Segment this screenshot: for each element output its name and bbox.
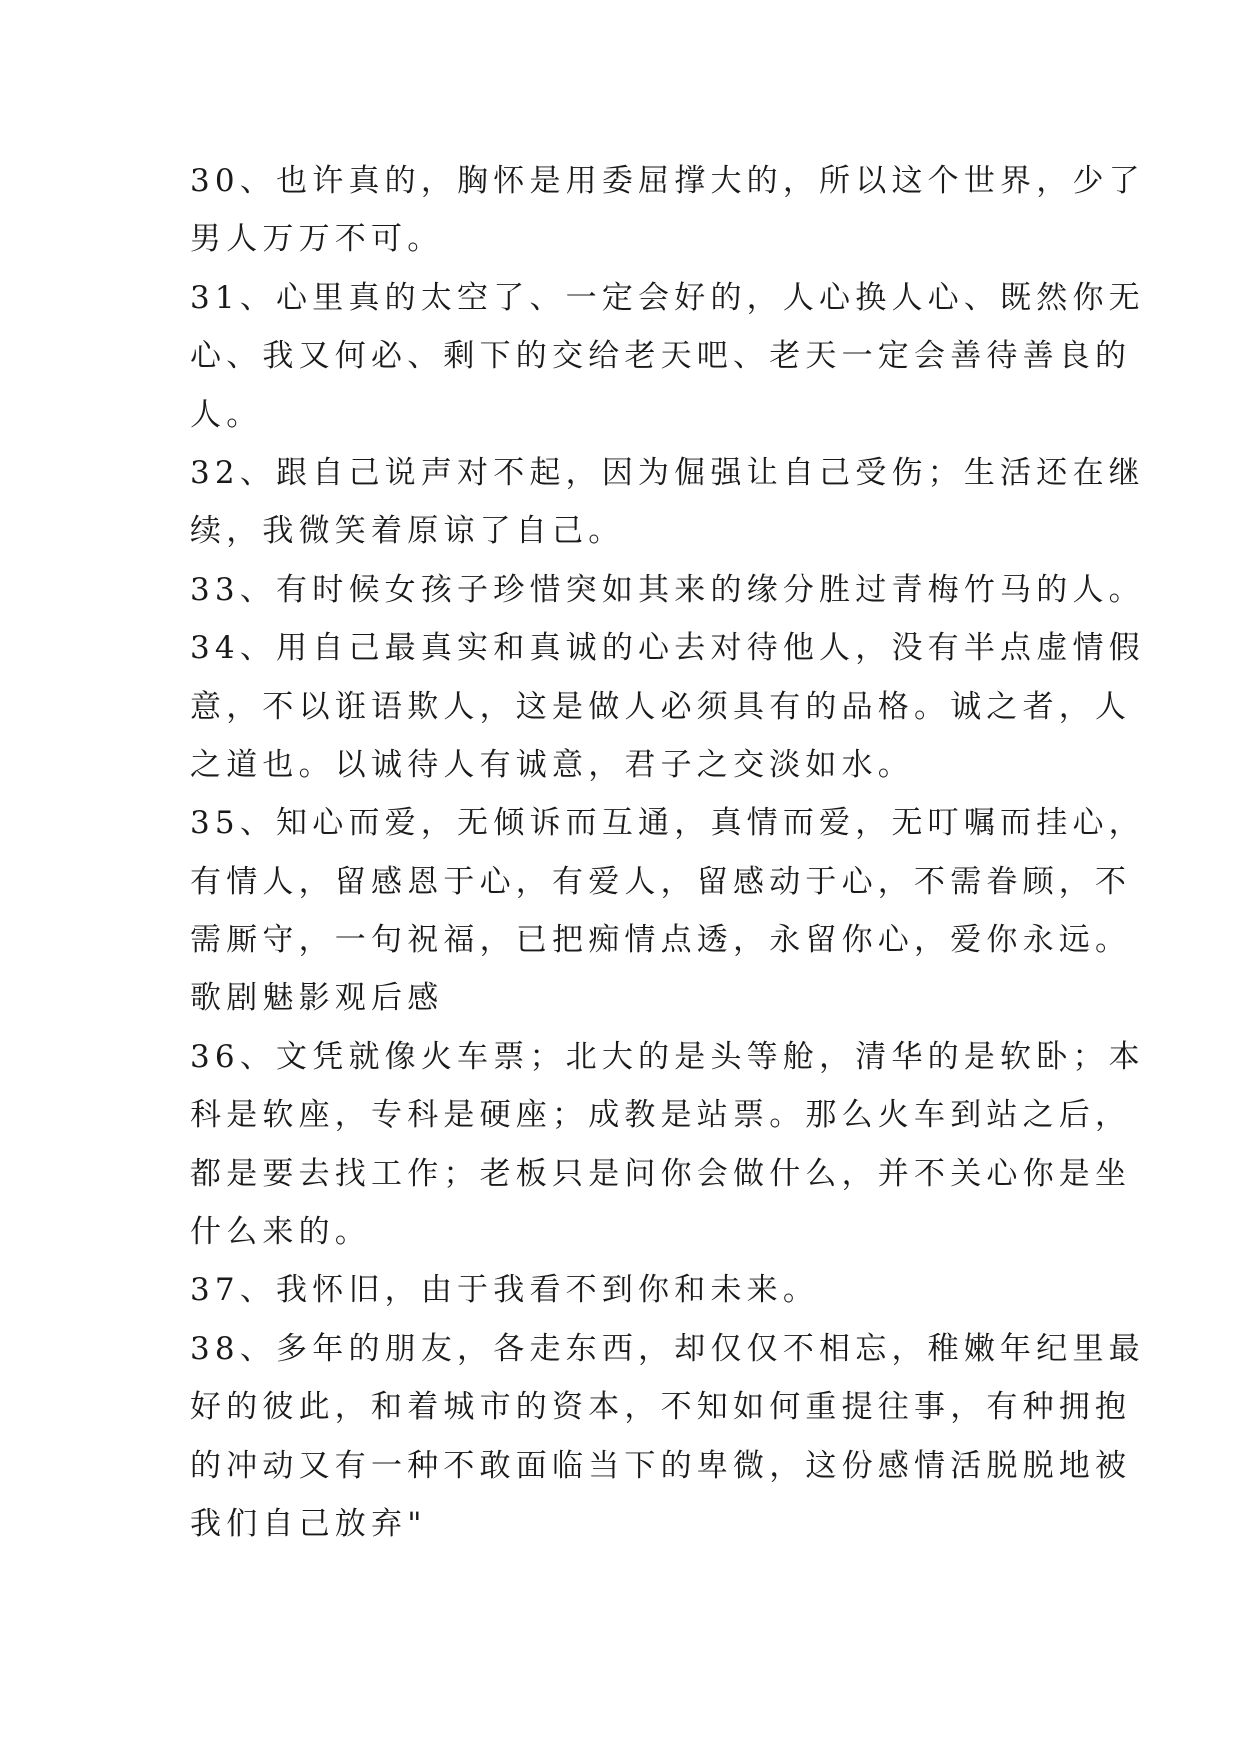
text-line: 的冲动又有一种不敢面临当下的卑微，这份感情活脱脱地被 [190, 1447, 1132, 1484]
text-line: 都是要去找工作；老板只是问你会做什么，并不关心你是坐 [190, 1155, 1132, 1192]
text-line: 34、用自己最真实和真诚的心去对待他人，没有半点虚情假 [190, 630, 1145, 667]
text-line: 心、我又何必、剩下的交给老天吧、老天一定会善待善良的 [190, 338, 1132, 375]
text-line: 38、多年的朋友，各走东西，却仅仅不相忘，稚嫩年纪里最 [190, 1330, 1145, 1367]
text-line: 31、心里真的太空了、一定会好的，人心换人心、既然你无 [190, 279, 1145, 316]
text-line: 36、文凭就像火车票；北大的是头等舱，清华的是软卧；本 [190, 1038, 1145, 1075]
text-line: 32、跟自己说声对不起，因为倔强让自己受伤；生活还在继 [190, 454, 1145, 491]
text-line: 男人万万不可。 [190, 221, 444, 258]
text-line: 有情人，留感恩于心，有爱人，留感动于心，不需眷顾，不 [190, 863, 1132, 900]
text-line: 续，我微笑着原谅了自己。 [190, 513, 625, 550]
text-line: 人。 [190, 396, 263, 433]
text-line: 37、我怀旧，由于我看不到你和未来。 [190, 1272, 820, 1309]
text-line: 需厮守，一句祝福，已把痴情点透，永留你心，爱你永远。 [190, 922, 1132, 959]
text-line: 意，不以诳语欺人，这是做人必须具有的品格。诚之者，人 [190, 688, 1132, 725]
text-line: 33、有时候女孩子珍惜突如其来的缘分胜过青梅竹马的人。 [190, 571, 1145, 608]
text-line: 好的彼此，和着城市的资本，不知如何重提往事，有种拥抱 [190, 1389, 1132, 1426]
document-body [190, 152, 1145, 1553]
text-line: 35、知心而爱，无倾诉而互通，真情而爱，无叮嘱而挂心， [190, 805, 1145, 842]
text-line: 歌剧魅影观后感 [190, 980, 444, 1017]
text-line: 30、也许真的，胸怀是用委屈撑大的，所以这个世界，少了 [190, 163, 1145, 199]
text-line: 之道也。以诚待人有诚意，君子之交淡如水。 [190, 746, 914, 783]
text-line: 什么来的。 [190, 1214, 371, 1251]
text-line: 科是软座，专科是硬座；成教是站票。那么火车到站之后， [190, 1097, 1132, 1134]
text-line: 我们自己放弃" [190, 1505, 427, 1542]
